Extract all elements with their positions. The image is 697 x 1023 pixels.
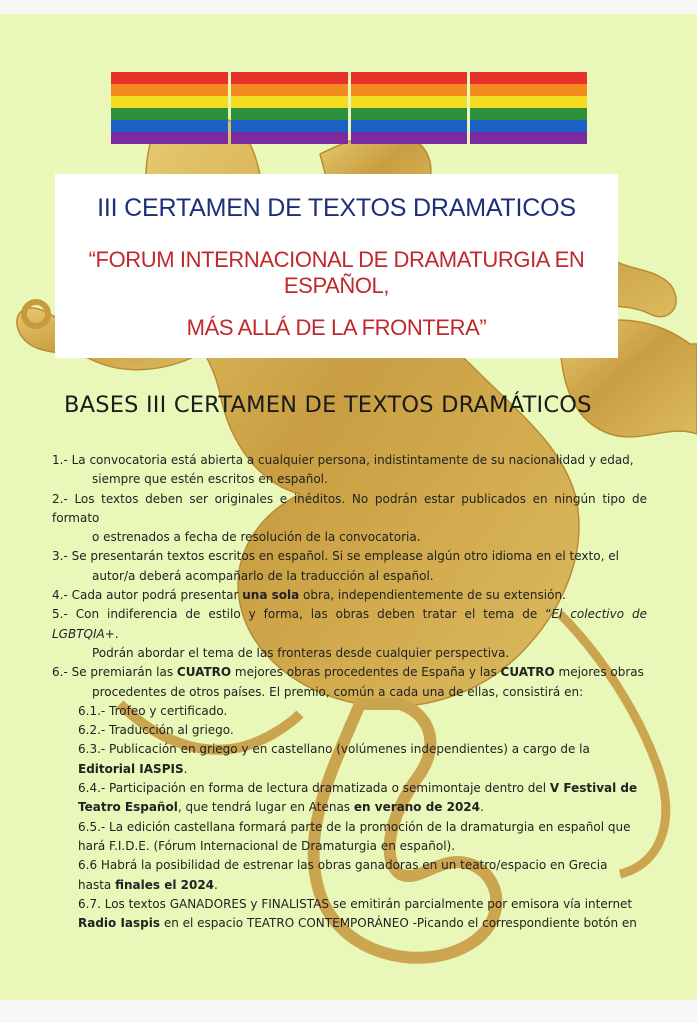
subrule-6-1-line: 6.1.- Trofeo y certificado. [78, 703, 228, 718]
poster-page [0, 14, 697, 1000]
rule-6-line-2: procedentes de otros países. El premio, común a cada una de ellas, consistirá en: [92, 684, 584, 699]
subrule-6-6-bold: finales el 2024 [115, 877, 215, 892]
subrule-6-4-bold-c: Teatro Español [78, 800, 178, 815]
subrule-6-6-line-1: 6.6 Habrá la posibilidad de estrenar las obras ganadoras en un teatro/espacio en Grecia [78, 858, 608, 873]
subrule-6-4-text-a: 6.4.- Participación en forma de lectura dramatizada o semimontaje dentro del [78, 781, 550, 796]
rule-4 [52, 586, 647, 605]
rule-5-line-1 [52, 605, 647, 644]
subrule-6-6-text-d: . [214, 877, 218, 892]
subrule-6-7-bold: Radio Iaspis [78, 916, 161, 931]
rule-1-line-1: 1.- La convocatoria está abierta a cualquier persona, indistintamente de su nacionalidad y edad, [52, 453, 634, 467]
rules-list [52, 451, 647, 933]
subrule-6-5-line-2: hará F.I.D.E. (Fórum Internacional de Dramaturgia en español). [78, 838, 456, 853]
page-title: III CERTAMEN DE TEXTOS DRAMATICOS [97, 194, 576, 222]
subrule-6-3-text-c: . [183, 761, 188, 776]
subrule-6-7-line-2 [78, 914, 647, 933]
subrule-6-2-line: 6.2.- Traducción al griego. [78, 723, 234, 738]
subrule-6-7-line-1: 6.7. Los textos GANADORES y FINALISTAS se emitirán parcialmente por emisora vía internet [78, 896, 633, 911]
subrule-6-5-line-1: 6.5.- La edición castellana formará parte de la promoción de la dramaturgia en español que [78, 819, 631, 834]
subrule-6-3-line-2 [78, 760, 647, 779]
rule-2-line-1: 2.- Los textos deben ser originales e inéditos. No podrán estar publicados en ningún tipo de formato [52, 491, 647, 525]
bases-heading: BASES III CERTAMEN DE TEXTOS DRAMÁTICOS [64, 392, 592, 418]
rule-5-text-a: 5.- Con indiferencia de estilo y forma, las obras deben tratar el tema de “ [52, 607, 552, 622]
rule-5-line-2: Podrán abordar el tema de las fronteras desde cualquier perspectiva. [92, 645, 510, 660]
subrule-6-7-text-c: en el espacio TEATRO CONTEMPORÁNEO -Picando el correspondiente botón en [160, 916, 637, 931]
subrule-6-6-line-2 [78, 876, 647, 895]
rainbow-flag-block [470, 72, 587, 144]
rule-4-text-c: obra, independientemente de su extensión. [299, 588, 566, 603]
rule-3-line-1: 3.- Se presentarán textos escritos en español. Si se emplease algún otro idioma en el texto, el [52, 549, 619, 564]
rule-2-line-2: o estrenados a fecha de resolución de la convocatoria. [92, 530, 421, 545]
subtitle-line-2: MÁS ALLÁ DE LA FRONTERA” [186, 315, 487, 340]
subrule-6-4-bold-e: en verano de 2024 [353, 800, 480, 815]
subrule-6-3-bold: Editorial IASPIS [78, 761, 184, 776]
rainbow-flag-block [231, 72, 348, 144]
rainbow-flag-strip [111, 72, 587, 144]
subrule-6-4-text-f: . [480, 800, 484, 815]
subrule-6-3 [52, 740, 647, 779]
rule-6-line-1 [52, 663, 647, 682]
rule-6-text-e: mejores obras [554, 665, 644, 680]
rule-5-text-c: . [114, 626, 119, 641]
rule-6-bold-d: CUATRO [500, 665, 555, 680]
subrule-6-2 [52, 721, 647, 740]
subrule-6-5 [52, 818, 647, 857]
rule-5-italic: El colectivo de LGBTQIA+ [52, 607, 648, 641]
rule-5 [52, 605, 647, 663]
subrule-6-7 [52, 895, 647, 934]
subrule-6-4-line-1 [78, 779, 647, 798]
title-box [55, 174, 618, 358]
rule-4-line-1 [52, 586, 647, 605]
rule-6 [52, 663, 647, 702]
rainbow-flag-block [111, 72, 228, 144]
subrule-6-4-bold-b: V Festival de [549, 781, 638, 796]
subrule-6-3-line-1: 6.3.- Publicación en griego y en castellano (volúmenes independientes) a cargo de la [78, 742, 590, 757]
rule-6-bold-b: CUATRO [176, 665, 232, 680]
subrule-6-6 [52, 856, 647, 895]
rule-6-text-a: 6.- Se premiarán las [52, 665, 177, 680]
subtitle-line-1: “FORUM INTERNACIONAL DE DRAMATURGIA EN ESPAÑOL, [88, 247, 585, 298]
rule-3 [52, 547, 647, 586]
rule-4-text-a: 4.- Cada autor podrá presentar [52, 588, 243, 603]
rule-4-bold: una sola [242, 588, 300, 603]
rule-6-text-c: mejores obras procedentes de España y las [231, 665, 501, 680]
rule-2 [52, 490, 647, 548]
subrule-6-4-text-d: , que tendrá lugar en Atenas [177, 800, 354, 815]
rule-3-line-2: autor/a deberá acompañarlo de la traducción al español. [92, 568, 434, 583]
subrule-6-1 [52, 702, 647, 721]
subrule-6-6-text-b: hasta [78, 877, 116, 892]
subrule-6-4 [52, 779, 647, 818]
subrule-6-4-line-2 [78, 798, 647, 817]
rule-1 [52, 451, 647, 490]
rainbow-flag-block [351, 72, 468, 144]
rule-1-line-2: siempre que estén escritos en español. [92, 472, 328, 487]
